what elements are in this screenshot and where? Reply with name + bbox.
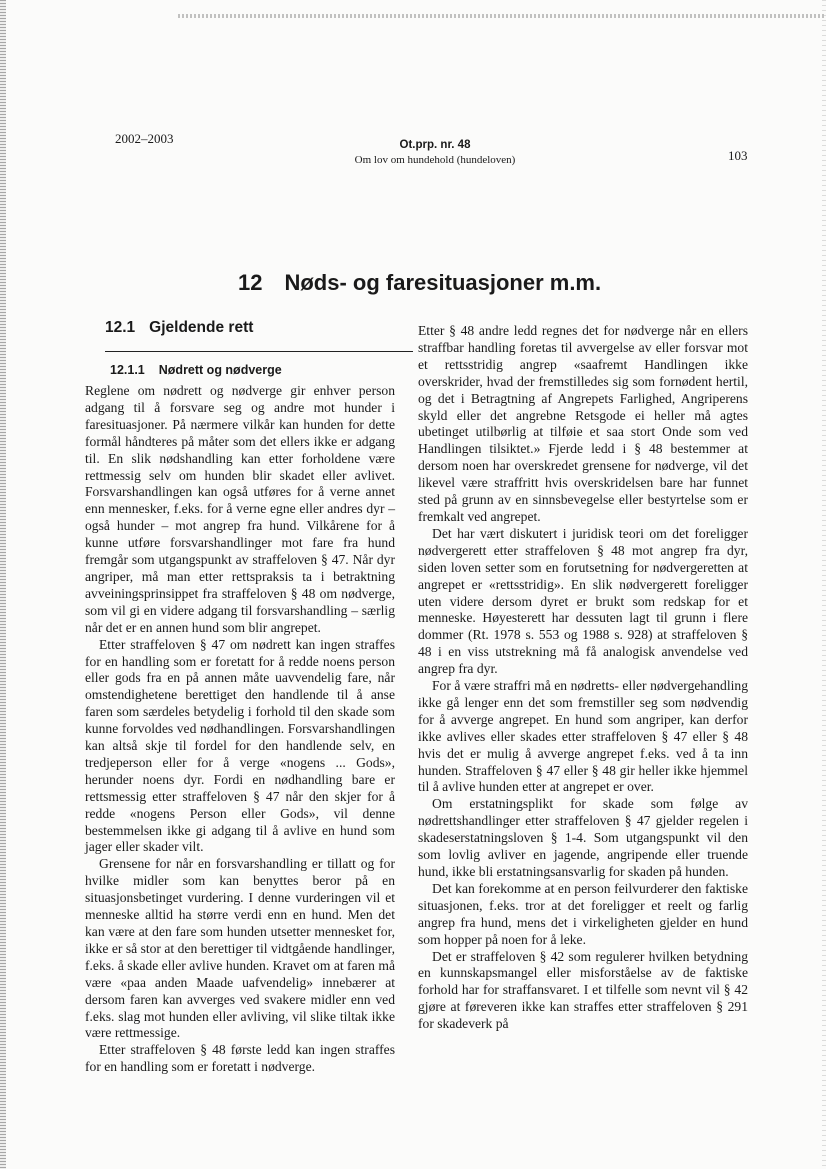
paragraph: Reglene om nødrett og nødverge gir enhver person adgang til å forsvare seg og andre mot hunder i faresituasjoner. På nærmere vilkår kan hunden for dette formål håndteres på måter som det ellers ikke er adgang til. En slik nødshandling kan etter forholdene være rettmessig selv om hunden blir skadet eller avlivet. Forsvarshandlingen kan også utføres for å verne annet enn mennesker, f.eks. for å verne egne eller andres dyr – også hunder – mot angrep fra hund. Vilkårene for å kunne utføre forsvarshandlinger mot fare fra hund fremgår som utgangspunkt av straffeloven § 47. Når dyr angriper, må man etter rettspraksis ta i betraktning avveiningsprinsippet fra straffeloven § 48 om nødverge, som vil gi en videre adgang til forsvarshandling – særlig når det er en annen hund som blir angrepet.: [85, 383, 395, 635]
scan-edge-left: [0, 0, 6, 1169]
paragraph: Etter § 48 andre ledd regnes det for nødverge når en ellers straffbar handling foretas til avvergelse av eller forsvar mot et rettsstridig angrep «saafremt Handlingen ikke overskrider, hvad der fremstilledes sig som fornødent hertil, og det i Betragtning af Angrepets Farlighed, Angriperens skyld eller det angrebne Retsgode ei heller må agtes ubetinget utilbørlig at tilføie et saa stort Onde som ved Handlingen tilsiktet.» Fjerde ledd i § 48 bestemmer at dersom noen har overskredet grensene for nødverge, vil det likevel være straffritt hvis overskridelsen bare har funnet sted på grunn av en sinnsbevegelse eller bestyrtelse som er fremkalt ved angrepet.: [418, 323, 748, 524]
header-years: 2002–2003: [115, 131, 174, 146]
right-column: [418, 323, 748, 1033]
section-rule: [105, 351, 413, 352]
subsection-title: Nødrett og nødverge: [158, 363, 282, 377]
scan-edge-top: [178, 14, 826, 18]
paragraph: Om erstatningsplikt for skade som følge av nødrettshandlinger etter straffeloven § 47 gjelder regelen i skadeserstatningsloven § 1-4. Som utgangspunkt vil den som lovlig avliver en jagende, angripende eller truende hund, ikke bli erstatningsansvarlig for skaden på hunden.: [418, 796, 748, 879]
section-heading: [105, 319, 253, 337]
left-column: [85, 383, 395, 1076]
paragraph: Grensene for når en forsvarshandling er tillatt og for hvilke midler som kan benyttes beror på en situasjonsbetinget vurdering. I denne vurderingen vil et menneske alltid ha større verdi enn en hund. Men det kan være at den fare som hunden utsetter mennesket for, ikke er så stor at den berettiger til vidtgående handlinger, f.eks. å skade eller avlive hunden. Kravet om at faren må være «paa anden Maade uafvendelig» innebærer at dersom faren kan avverges ved svakere midler enn ved f.eks. slag mot hunden eller avliving, vil slike tiltak ikke være rettmessige.: [85, 856, 395, 1041]
paragraph: For å være straffri må en nødretts- eller nødvergehandling ikke gå lenger enn det som fremstiller seg som nødvendig for å avverge angrepet. En hund som angriper, kan derfor ikke avlives eller skades etter straffeloven § 47 eller § 48 hvis det er mulig å avverge angrepet f.eks. ved å ta inn hunden. Straffeloven § 47 eller § 48 gir heller ikke hjemmel til å avlive hunden etter at angrepet er over.: [418, 678, 748, 795]
document-number: Ot.prp. nr. 48: [399, 139, 471, 151]
running-header: [290, 139, 580, 166]
section-title: Gjeldende rett: [149, 319, 254, 336]
subsection-number: 12.1.1: [110, 363, 145, 377]
chapter-heading: [238, 270, 601, 296]
paragraph: Det har vært diskutert i juridisk teori om det foreligger nødvergerett etter straffeloven § 48 mot angrep fra dyr, siden loven setter som en forutsetning for nødvergeretten at angrepet er «rettsstridig». En slik nødvergerett foreligger uten videre dersom dyret er brukt som redskap for et menneske. Høyesterett har dessuten lagt til grunn i flere dommer (Rt. 1978 s. 553 og 1988 s. 928) at straffeloven § 48 i en viss utstrekning må få analogisk anvendelse ved angrep fra dyr.: [418, 525, 748, 677]
subsection-heading: [110, 363, 282, 377]
chapter-title: Nøds- og faresituasjoner m.m.: [284, 270, 602, 295]
scan-edge-right: [822, 0, 826, 1169]
document-subtitle: Om lov om hundehold (hundeloven): [354, 154, 516, 166]
chapter-number: 12: [238, 270, 263, 295]
section-number: 12.1: [105, 319, 136, 336]
page-number: 103: [728, 148, 748, 163]
paragraph: Det er straffeloven § 42 som regulerer hvilken betydning en kunnskapsmangel eller misforståelse av de faktiske forhold har for straffansvaret. I et tilfelle som nevnt vil § 42 gjøre at føreveren ikke kan straffes etter straffeloven § 291 for skadeverk på: [418, 948, 748, 1032]
paragraph: Det kan forekomme at en person feilvurderer den faktiske situasjonen, f.eks. tror at det foreligger et reelt og farlig angrep fra hund, mens det i virkeligheten gjelder en hund som hopper på noen for å leke.: [418, 880, 748, 947]
paragraph: Etter straffeloven § 48 første ledd kan ingen straffes for en handling som er foretatt i nødverge.: [85, 1042, 395, 1075]
paragraph: Etter straffeloven § 47 om nødrett kan ingen straffes for en handling som er foretatt for å redde noens person eller gods fra en på annen måte uavvendelig fare, når omstendighetene berettiget den handlende til å anse faren som særdeles betydelig i forhold til den skade som kunne forvoldes ved nødhandlingen. Forsvarshandlingen kan altså skje til fordel for den handlende selv, en tredjeperson eller for å verge «nogens ... Gods», herunder noens dyr. Fordi en nødhandling bare er rettsmessig etter straffeloven § 47 når den skjer for å redde «nogens Person eller Gods», vil denne bestemmelsen ikke gi adgang til å avlive en hund som jager eller skader vilt.: [85, 636, 395, 855]
